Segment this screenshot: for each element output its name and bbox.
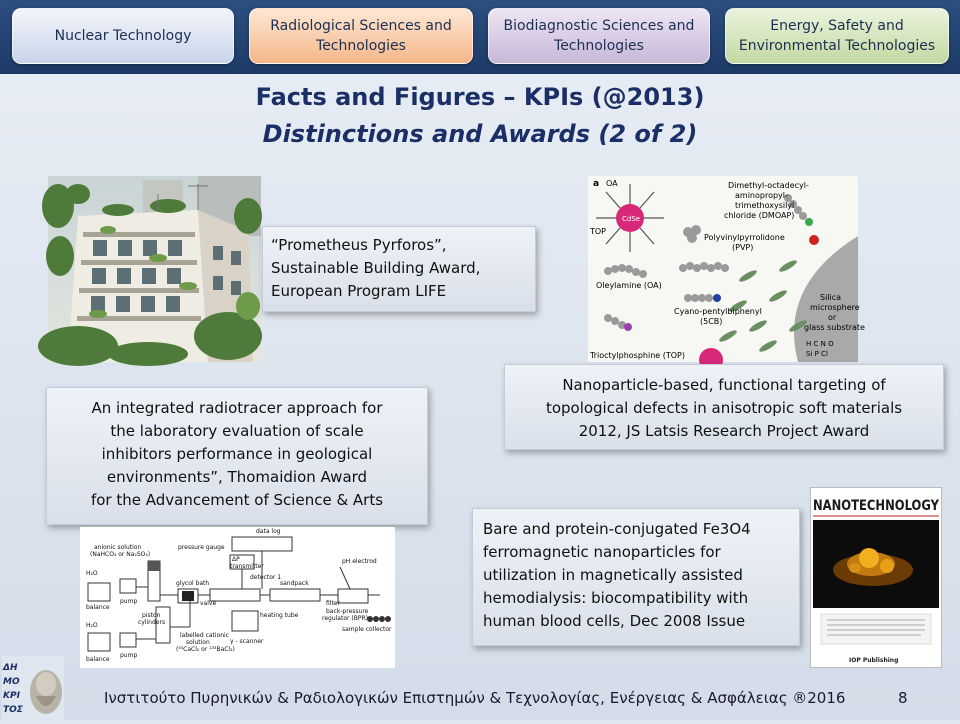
caption-line: Sustainable Building Award, <box>271 259 481 277</box>
diagram-label-5cb: Cyano-pentylbiphenyl <box>674 307 762 316</box>
apparatus-label: anionic solution <box>94 544 142 551</box>
diagram-panel-label: a <box>593 179 600 189</box>
apparatus-label: pH electrod <box>342 558 377 565</box>
journal-title: NANOTECHNOLOGY <box>813 498 940 514</box>
apparatus-label: piston <box>142 612 161 619</box>
caption-line: for the Advancement of Science & Arts <box>90 491 384 509</box>
tab-energy-safety-environmental[interactable] <box>725 8 949 64</box>
apparatus-label: balance <box>86 656 110 663</box>
apparatus-label: filter <box>326 600 340 607</box>
page-number: 8 <box>898 689 908 707</box>
caption-line: ferromagnetic nanoparticles for <box>483 543 721 561</box>
caption-line: inhibitors performance in geological <box>101 445 373 463</box>
apparatus-label: regulator (BPR) <box>322 615 368 622</box>
footer-institute-text: Ινστιτούτο Πυρηνικών & Ραδιολογικών Επιστημών & Τεχνολογίας, Ενέργειας & Ασφάλειας ®2016 <box>104 689 846 707</box>
caption-line: topological defects in anisotropic soft materials <box>545 399 903 417</box>
apparatus-label: (NaHCO₃ or Na₂SO₄) <box>90 551 151 558</box>
slide-title: Facts and Figures – KPIs (@2013) <box>255 83 705 111</box>
apparatus-label: pump <box>120 598 138 605</box>
apparatus-label: data log <box>256 528 281 535</box>
ferromagnetic-caption <box>472 508 800 646</box>
diagram-label-oleylamine: Oleylamine (OA) <box>596 281 662 290</box>
diagram-label-dmoap: aminopropyl- <box>735 191 788 200</box>
caption-line: Bare and protein-conjugated Fe3O4 <box>483 520 751 538</box>
diagram-label-silica: microsphere <box>810 303 860 312</box>
building-photo <box>48 176 261 362</box>
diagram-label-oa: OA <box>606 179 618 188</box>
apparatus-label: cylinders <box>138 619 166 626</box>
apparatus-label: sample collector <box>342 626 392 633</box>
diagram-label-5cb: (5CB) <box>700 317 723 326</box>
logo-text: ΚΡΙ <box>3 691 20 701</box>
diagram-legend: H C N O <box>806 340 834 348</box>
caption-line: 2012, JS Latsis Research Project Award <box>578 422 870 440</box>
caption-line: European Program LIFE <box>271 282 447 300</box>
caption-line: “Prometheus Pyrforos”, <box>271 236 447 254</box>
tab-radiological-sciences[interactable] <box>249 8 473 64</box>
diagram-label-top: TOP <box>590 227 607 236</box>
tab-label: Nuclear Technology <box>54 28 192 44</box>
apparatus-label: heating tube <box>260 612 299 619</box>
apparatus-diagram <box>80 527 395 668</box>
diagram-label-pvp: Polyvinylpyrrolidone <box>704 233 785 242</box>
logo-text: ΤΟΣ <box>3 705 23 715</box>
tab-label: Environmental Technologies <box>738 38 936 54</box>
journal-publisher: IOP Publishing <box>849 657 899 664</box>
apparatus-label: transmitter <box>230 563 264 570</box>
tab-label: Energy, Safety and <box>770 18 904 34</box>
logo-text: ΜΟ <box>3 677 20 687</box>
tab-label: Technologies <box>554 38 644 54</box>
apparatus-label: ΔP <box>232 556 240 563</box>
nanoparticle-diagram <box>588 176 865 362</box>
tab-label: Radiological Sciences and <box>270 18 452 34</box>
demokritos-logo <box>2 656 64 720</box>
caption-line: hemodialysis: biocompatibility with <box>483 589 749 607</box>
top-navigation-bar <box>0 0 960 74</box>
building-award-caption <box>262 226 536 312</box>
apparatus-label: back-pressure <box>326 608 369 615</box>
apparatus-label: pressure gauge <box>178 544 225 551</box>
tab-biodiagnostic-sciences[interactable] <box>488 8 710 64</box>
apparatus-label: detector 1 <box>250 574 282 581</box>
apparatus-label: labelled cationic <box>180 632 230 639</box>
diagram-legend: Si P Cl <box>806 350 828 358</box>
apparatus-label: balance <box>86 604 110 611</box>
journal-cover <box>810 487 942 668</box>
diagram-label-dmoap: chloride (DMOAP) <box>724 211 795 220</box>
logo-text: ΔΗ <box>3 663 18 673</box>
caption-line: An integrated radiotracer approach for <box>91 399 383 417</box>
caption-line: utilization in magnetically assisted <box>483 566 743 584</box>
nanoparticle-award-caption <box>504 364 944 450</box>
apparatus-label: valve <box>200 600 217 607</box>
tab-label: Technologies <box>316 38 406 54</box>
diagram-label-dmoap: Dimethyl-octadecyl- <box>728 181 809 190</box>
diagram-label-cdse: CdSe <box>622 215 641 223</box>
slide-subtitle: Distinctions and Awards (2 of 2) <box>262 120 698 148</box>
apparatus-label: H₂O <box>86 570 98 577</box>
diagram-label-pvp: (PVP) <box>732 243 754 252</box>
tab-label: Biodiagnostic Sciences and <box>503 18 695 34</box>
diagram-label-silica: Silica <box>820 293 842 302</box>
apparatus-label: (⁴⁵CaCl₂ or ¹³³BaCl₂) <box>176 646 235 653</box>
radiotracer-award-caption <box>46 387 428 525</box>
caption-line: the laboratory evaluation of scale <box>110 422 364 440</box>
caption-line: Nanoparticle-based, functional targeting of <box>562 376 886 394</box>
caption-line: environments”, Thomaidion Award <box>106 468 368 486</box>
apparatus-label: glycol bath <box>176 580 210 587</box>
diagram-label-silica: glass substrate <box>804 323 865 332</box>
diagram-label-trioctylphosphine: Trioctylphosphine (TOP) <box>590 351 685 360</box>
apparatus-label: solution <box>186 639 210 646</box>
apparatus-label: sandpack <box>280 580 309 587</box>
apparatus-label: γ - scanner <box>230 638 264 645</box>
diagram-label-silica: or <box>828 313 837 322</box>
tab-nuclear-technology[interactable] <box>12 8 234 64</box>
apparatus-label: pump <box>120 652 138 659</box>
caption-line: human blood cells, Dec 2008 Issue <box>483 612 746 630</box>
diagram-label-dmoap: trimethoxysilyl <box>735 201 795 210</box>
apparatus-label: H₂O <box>86 622 98 629</box>
